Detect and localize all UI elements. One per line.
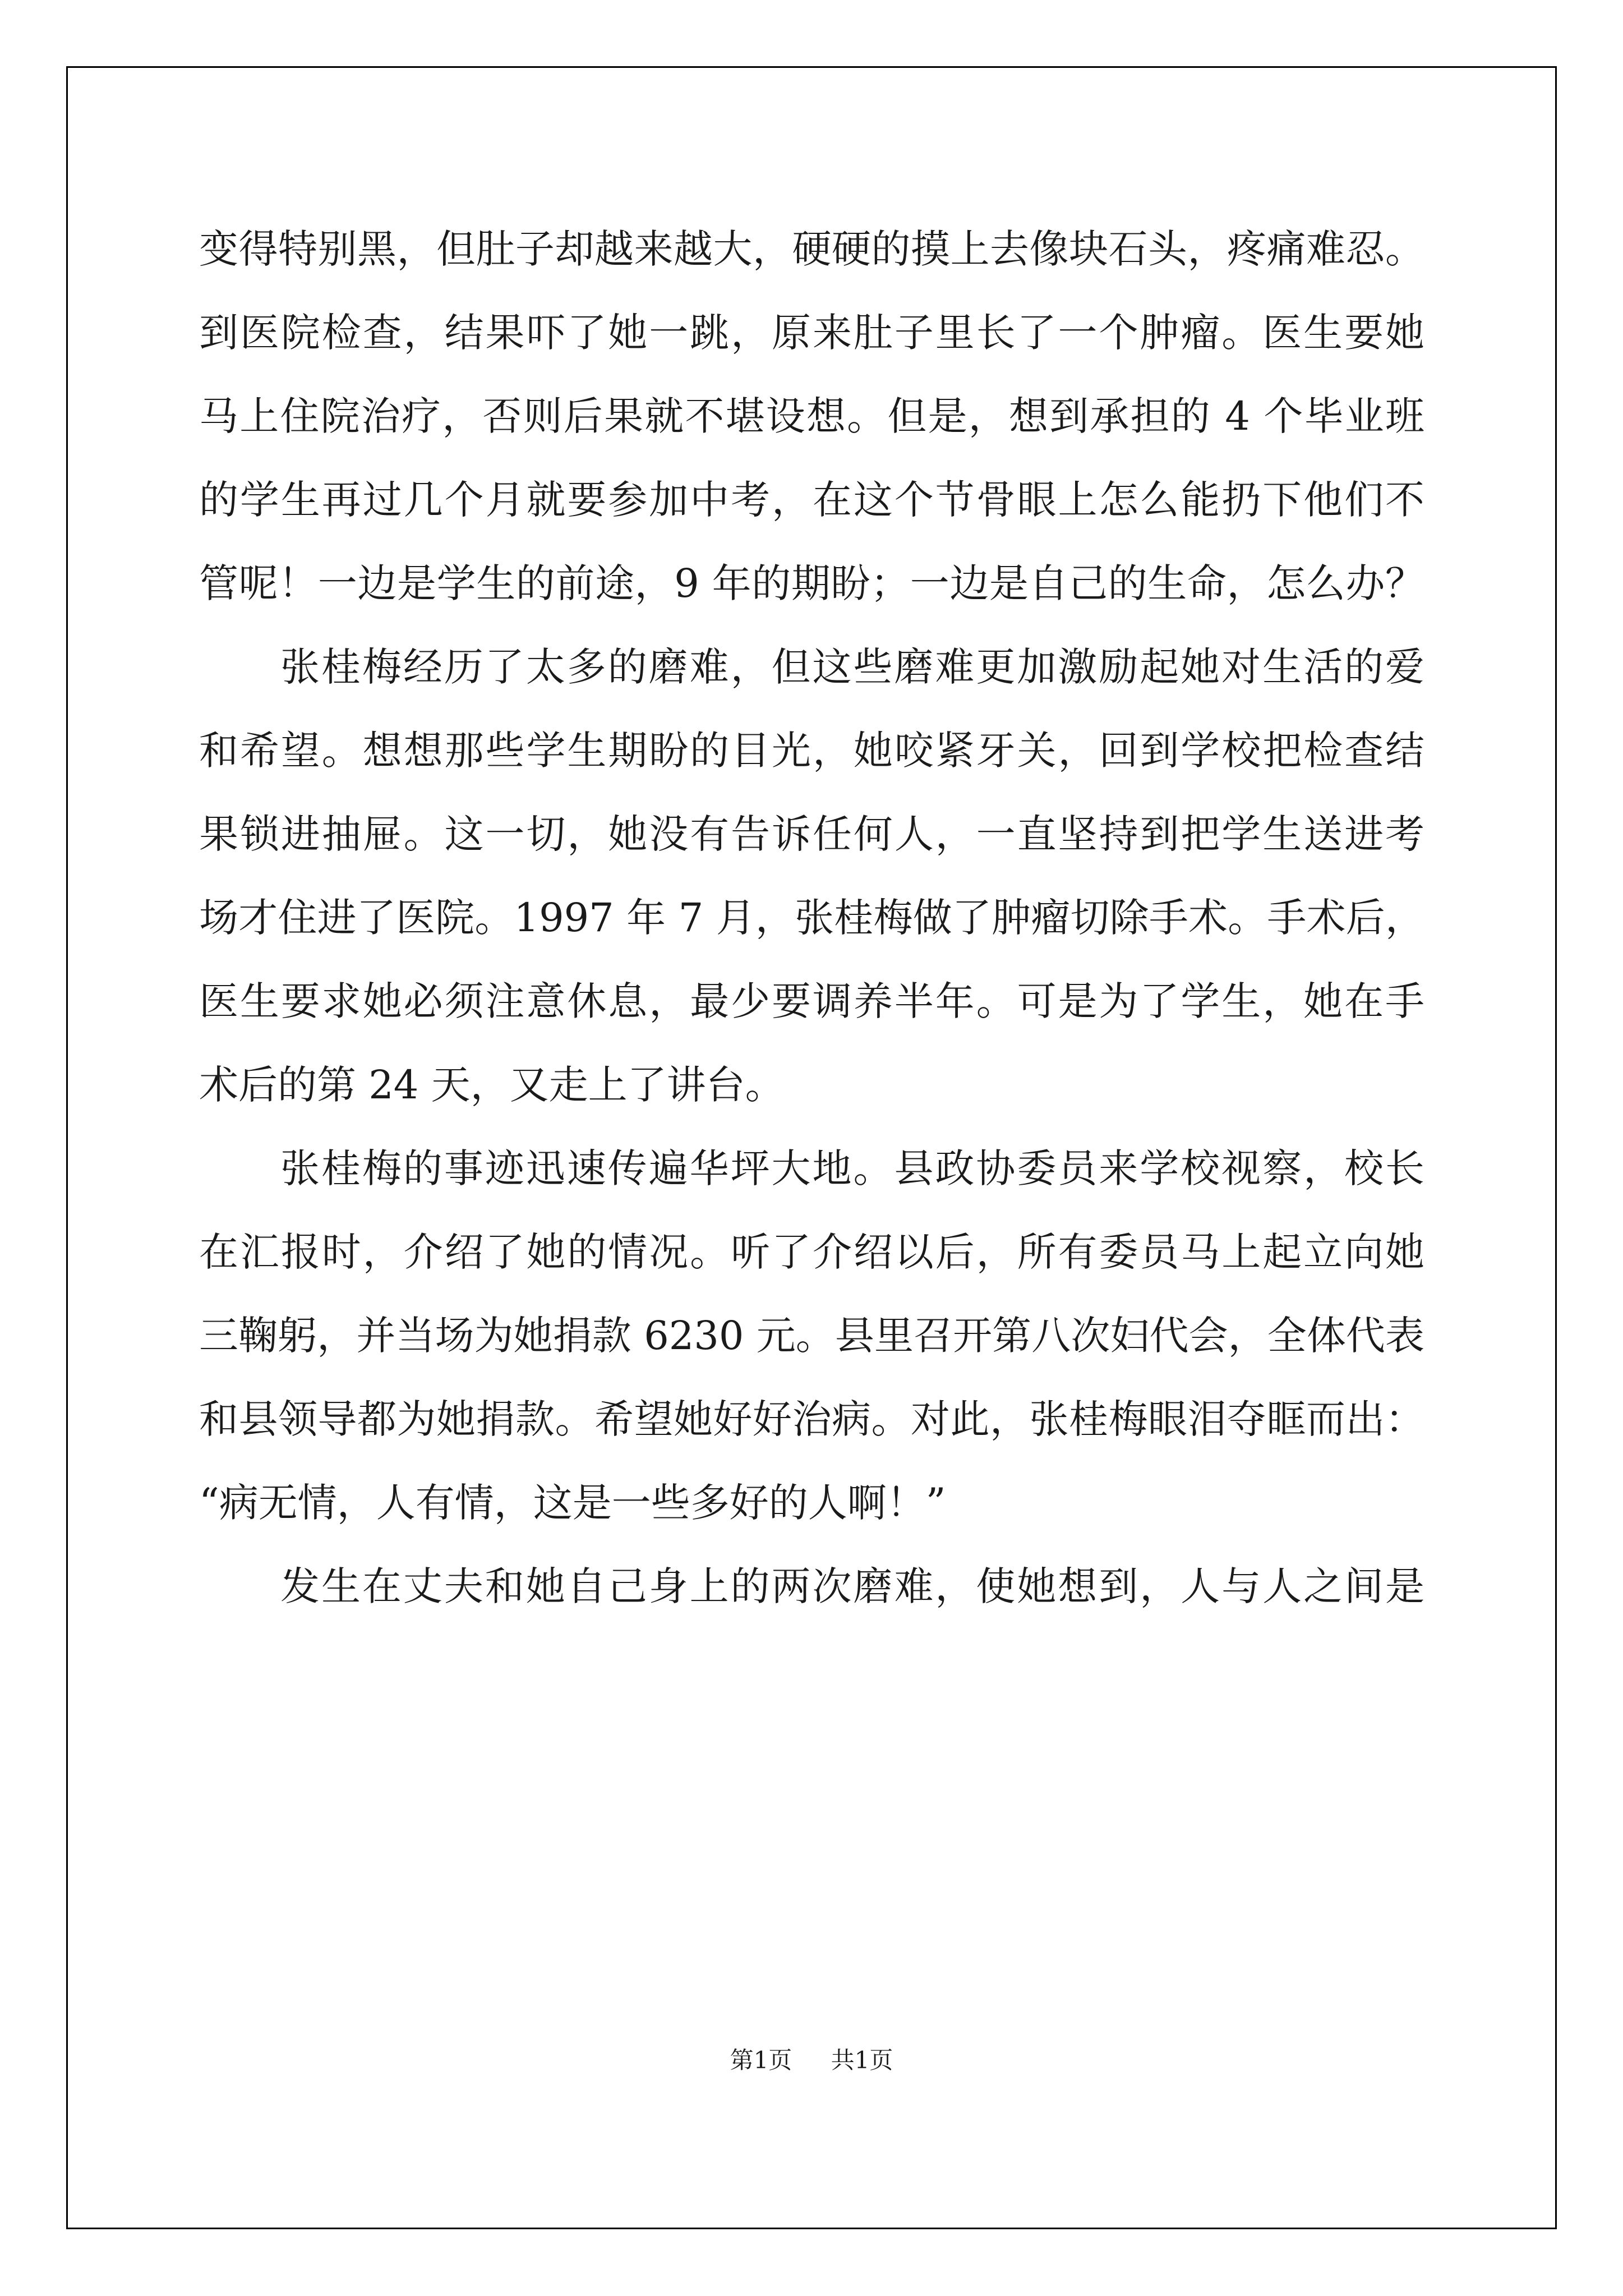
text-line: 张桂梅经历了太多的磨难，但这些磨难更加激励起她对生活的爱: [280, 644, 1424, 690]
text-line: 场才住进了医院。1997 年 7 月，张桂梅做了肿瘤切除手术。手术后，: [199, 895, 1424, 941]
text-line: 和县领导都为她捐款。希望她好好治病。对此，张桂梅眼泪夺眶而出：: [199, 1396, 1424, 1442]
text-line: “病无情，人有情，这是一些多好的人啊！”: [199, 1480, 946, 1526]
text-line: 到医院检查，结果吓了她一跳，原来肚子里长了一个肿瘤。医生要她: [199, 310, 1424, 356]
page-footer: [0, 2042, 1623, 2076]
text-line: 发生在丈夫和她自己身上的两次磨难，使她想到，人与人之间是: [280, 1563, 1424, 1609]
text-line: 在汇报时，介绍了她的情况。听了介绍以后，所有委员马上起立向她: [199, 1229, 1424, 1275]
text-line: 三鞠躬，并当场为她捐款 6230 元。县里召开第八次妇代会，全体代表: [199, 1313, 1424, 1359]
text-line: 医生要求她必须注意休息，最少要调养半年。可是为了学生，她在手: [199, 978, 1424, 1024]
text-line: 变得特别黑，但肚子却越来越大，硬硬的摸上去像块石头，疼痛难忍。: [199, 226, 1424, 272]
text-line: 和希望。想想那些学生期盼的目光，她咬紧牙关，回到学校把检查结: [199, 728, 1424, 774]
document-body: [199, 208, 1424, 1628]
text-line: 术后的第 24 天，又走上了讲台。: [199, 1062, 785, 1108]
text-line: 的学生再过几个月就要参加中考，在这个节骨眼上怎么能扔下他们不: [199, 477, 1424, 523]
page-total: 共1页: [831, 2046, 893, 2074]
text-line: 马上住院治疗，否则后果就不堪设想。但是，想到承担的 4 个毕业班: [199, 393, 1424, 439]
text-line: 果锁进抽屉。这一切，她没有告诉任何人，一直坚持到把学生送进考: [199, 811, 1424, 857]
text-line: 管呢！一边是学生的前途，9 年的期盼；一边是自己的生命，怎么办？: [199, 560, 1424, 606]
page-number: 第1页: [730, 2046, 792, 2074]
text-line: 张桂梅的事迹迅速传遍华坪大地。县政协委员来学校视察，校长: [280, 1145, 1424, 1191]
